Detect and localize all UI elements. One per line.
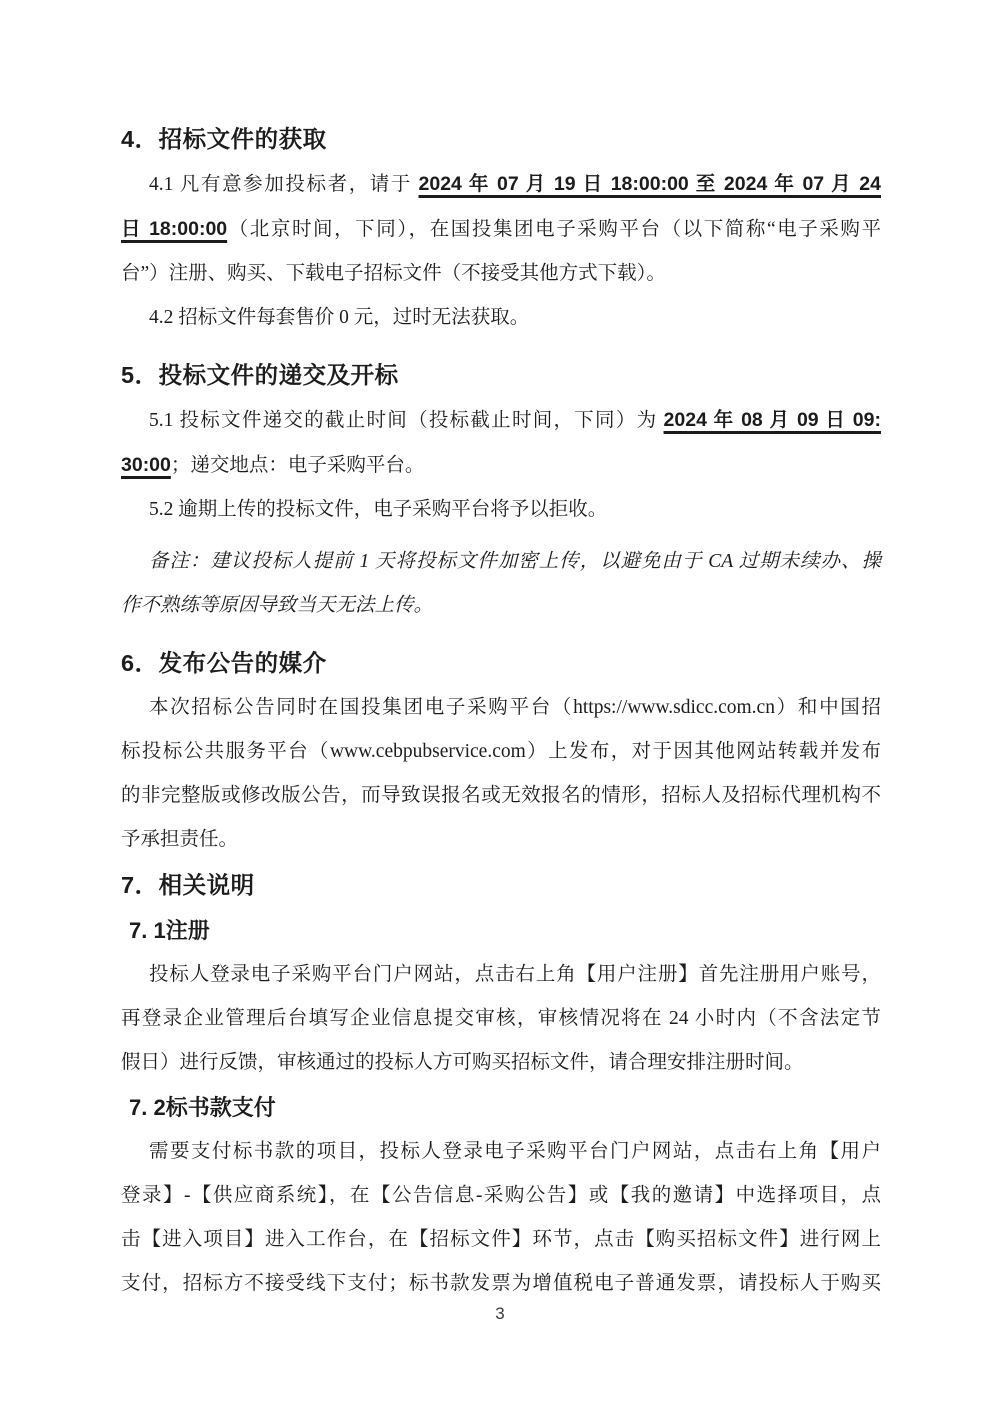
- para-6-line-1: [121, 686, 881, 730]
- text-run: 台”）注册、购买、下载电子招标文件（不接受其他方式下载）。: [121, 263, 666, 284]
- para-4-1-line-1: [121, 162, 881, 207]
- section-7-1-heading: 7. 1注册: [129, 918, 210, 943]
- deadline-date-run: 2024 年 08 月 09 日 09:: [663, 409, 881, 431]
- text-run: 假日）进行反馈，审核通过的投标人方可购买招标文件，请合理安排注册时间。: [121, 1052, 804, 1073]
- text-run: 予承担责任。: [121, 829, 239, 850]
- section-6-heading: 6．发布公告的媒介: [121, 650, 327, 676]
- para-5-1-line-2: [121, 443, 881, 488]
- text-run: 4.2 招标文件每套售价 0 元，过时无法获取。: [149, 307, 530, 328]
- text-run: （北京时间，下同），在国投集团电子采购平台（以下简称“电子采购平: [227, 219, 882, 240]
- para-7-1-line-1: [121, 953, 881, 997]
- para-7-2-line-4: [121, 1262, 881, 1306]
- para-4-1-line-3: [121, 252, 881, 296]
- document-body: [121, 116, 881, 1306]
- deadline-date-run: 30:00: [121, 454, 171, 476]
- text-run: 5.2 逾期上传的投标文件，电子采购平台将予以拒收。: [149, 499, 608, 520]
- text-run: 标投标公共服务平台（www.cebpubservice.com）上发布，对于因其他网站转载并发布: [121, 741, 881, 762]
- text-run: 的非完整版或修改版公告，而导致误报名或无效报名的情形，招标人及招标代理机构不: [121, 785, 881, 806]
- para-6-line-4: [121, 818, 881, 862]
- para-5-1-line-1: [121, 398, 881, 443]
- page-number: 3: [495, 1304, 505, 1323]
- text-run: 本次招标公告同时在国投集团电子采购平台（https://www.sdicc.com.cn）和中国招: [149, 697, 881, 718]
- deadline-date-run: 日 18:00:00: [121, 218, 228, 240]
- text-run: 4.1 凡有意参加投标者，请于: [149, 174, 419, 195]
- para-6-line-2: [121, 730, 881, 774]
- text-run: 作不熟练等原因导致当天无法上传。: [121, 595, 434, 616]
- para-4-1-line-2: [121, 207, 881, 252]
- text-run: 备注：建议投标人提前 1 天将投标文件加密上传，以避免由于 CA 过期未续办、操: [149, 551, 881, 572]
- note-line-1: [121, 540, 881, 584]
- para-7-2-line-3: [121, 1218, 881, 1262]
- para-7-1-line-2: [121, 997, 881, 1041]
- para-5-2: [121, 488, 881, 532]
- section-5-heading: 5．投标文件的递交及开标: [121, 362, 399, 388]
- para-7-2-line-2: [121, 1174, 881, 1218]
- text-run: 5.1 投标文件递交的截止时间（投标截止时间，下同）为: [149, 410, 664, 431]
- text-run: 击【进入项目】进入工作台，在【招标文件】环节，点击【购买招标文件】进行网上: [121, 1229, 881, 1250]
- para-7-1-line-3: [121, 1041, 881, 1085]
- text-run: ；递交地点：电子采购平台。: [170, 455, 425, 476]
- deadline-date-run: 2024 年 07 月 19 日 18:00:00 至 2024 年 07 月 24: [418, 173, 881, 195]
- text-run: 投标人登录电子采购平台门户网站，点击右上角【用户注册】首先注册用户账号，: [149, 964, 881, 985]
- para-4-2: [121, 296, 881, 340]
- section-4-heading: 4．招标文件的获取: [121, 126, 327, 152]
- section-7-heading: 7．相关说明: [121, 872, 255, 898]
- text-run: 再登录企业管理后台填写企业信息提交审核，审核情况将在 24 小时内（不含法定节: [121, 1008, 881, 1029]
- para-7-2-line-1: [121, 1130, 881, 1174]
- text-run: 登录】-【供应商系统】，在【公告信息-采购公告】或【我的邀请】中选择项目，点: [121, 1185, 881, 1206]
- para-6-line-3: [121, 774, 881, 818]
- section-7-2-heading: 7. 2标书款支付: [129, 1095, 276, 1120]
- text-run: 需要支付标书款的项目，投标人登录电子采购平台门户网站，点击右上角【用户: [149, 1141, 881, 1162]
- text-run: 支付，招标方不接受线下支付；标书款发票为增值税电子普通发票，请投标人于购买: [121, 1273, 881, 1294]
- note-line-2: [121, 584, 881, 628]
